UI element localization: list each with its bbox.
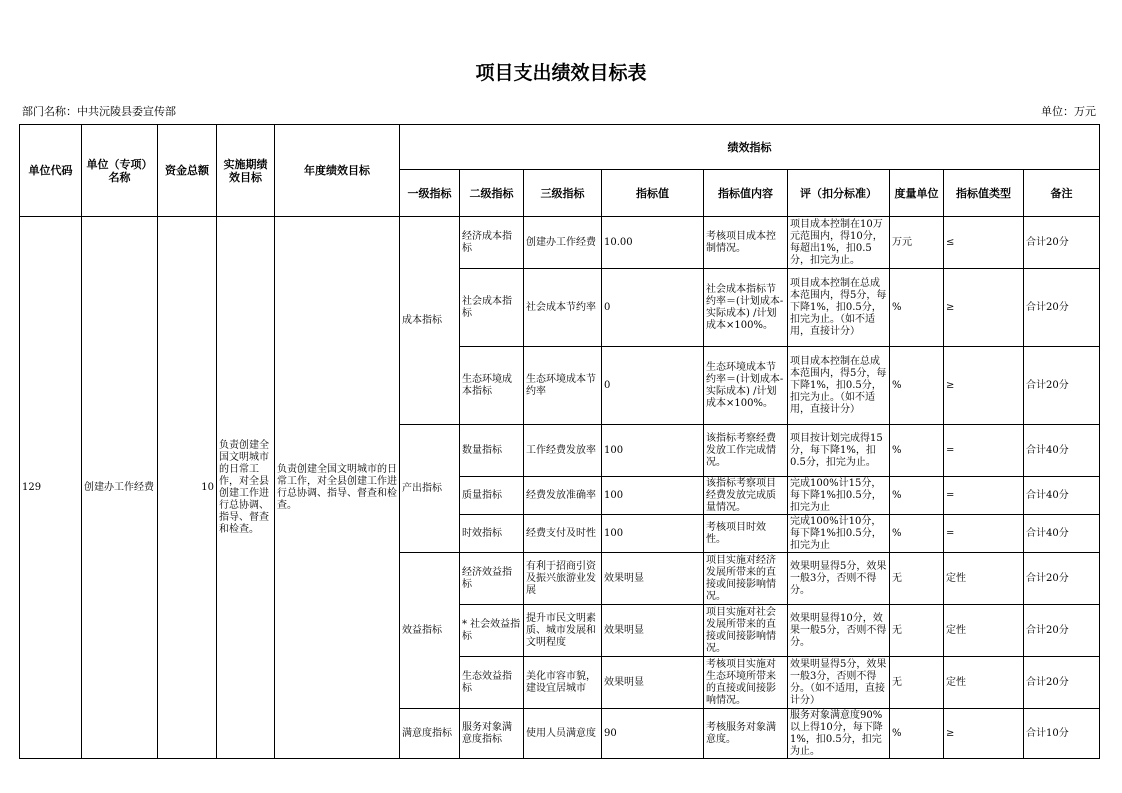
measure-unit-cell: 无: [890, 657, 944, 709]
value-cell: 效果明显: [602, 605, 704, 657]
score-cell: 项目成本控制在总成本范围内，得5分，每下降1%，扣0.5分，扣完为止。（如不适用，直接计分）: [788, 347, 890, 425]
level2-cell: * 社会效益指标: [460, 605, 524, 657]
level3-cell: 社会成本节约率: [524, 269, 602, 347]
level3-cell: 生态环境成本节约率: [524, 347, 602, 425]
content-cell: 社会成本指标节约率＝(计划成本-实际成本) /计划成本×100%。: [704, 269, 788, 347]
value-type-cell: =: [944, 515, 1024, 553]
measure-unit-cell: %: [890, 477, 944, 515]
content-cell: 生态环境成本节约率＝(计划成本-实际成本) /计划成本×100%。: [704, 347, 788, 425]
measure-unit-cell: 万元: [890, 217, 944, 269]
value-cell: 0: [602, 269, 704, 347]
remark-cell: 合计40分: [1024, 477, 1100, 515]
score-cell: 项目成本控制在总成本范围内，得5分，每下降1%，扣0.5分，扣完为止。（如不适用，直接计分）: [788, 269, 890, 347]
content-cell: 考核项目实施对生态环境所带来的直接或间接影响情况。: [704, 657, 788, 709]
header-measure-unit: 度量单位: [890, 170, 944, 217]
level2-cell: 时效指标: [460, 515, 524, 553]
level3-cell: 提升市民文明素质、城市发展和文明程度: [524, 605, 602, 657]
value-cell: 效果明显: [602, 553, 704, 605]
value-cell: 100: [602, 425, 704, 477]
value-type-cell: =: [944, 425, 1024, 477]
level1-cell: 产出指标: [400, 425, 460, 553]
score-cell: 项目成本控制在10万元范围内，得10分，每超出1%，扣0.5分，扣完为止。: [788, 217, 890, 269]
header-value-type: 指标值类型: [944, 170, 1024, 217]
score-cell: 完成100%计15分，每下降1%扣0.5分，扣完为止: [788, 477, 890, 515]
remark-cell: 合计40分: [1024, 425, 1100, 477]
content-cell: 考核服务对象满意度。: [704, 709, 788, 759]
remark-cell: 合计20分: [1024, 217, 1100, 269]
value-type-cell: 定性: [944, 605, 1024, 657]
remark-cell: 合计20分: [1024, 269, 1100, 347]
content-cell: 该指标考察经费发放工作完成情况。: [704, 425, 788, 477]
project-period-goal-cell: 负责创建全国文明城市的日常工作，对全县创建工作进行总协调、指导、督查和检查。: [217, 217, 275, 759]
header-level2: 二级指标: [460, 170, 524, 217]
table-body: [20, 217, 1100, 759]
level1-cell: 效益指标: [400, 553, 460, 709]
remark-cell: 合计20分: [1024, 657, 1100, 709]
score-cell: 完成100%计10分，每下降1%扣0.5分，扣完为止: [788, 515, 890, 553]
level3-cell: 经费发放准确率: [524, 477, 602, 515]
level3-cell: 有利于招商引资及振兴旅游业发展: [524, 553, 602, 605]
performance-table: [19, 124, 1100, 759]
header-annual-goal: 年度绩效目标: [275, 125, 400, 217]
project-annual-goal-cell: 负责创建全国文明城市的日常工作，对全县创建工作进行总协调、指导、督查和检查。: [275, 217, 400, 759]
header-remark: 备注: [1024, 170, 1100, 217]
page-title: 项目支出绩效目标表: [475, 62, 647, 84]
measure-unit-cell: 无: [890, 553, 944, 605]
value-type-cell: 定性: [944, 657, 1024, 709]
remark-cell: 合计20分: [1024, 553, 1100, 605]
header-value: 指标值: [602, 170, 704, 217]
level2-cell: 社会成本指标: [460, 269, 524, 347]
remark-cell: 合计20分: [1024, 347, 1100, 425]
value-cell: 10.00: [602, 217, 704, 269]
value-type-cell: ≥: [944, 347, 1024, 425]
level3-cell: 使用人员满意度: [524, 709, 602, 759]
value-type-cell: =: [944, 477, 1024, 515]
measure-unit-cell: %: [890, 269, 944, 347]
level1-cell: 成本指标: [400, 217, 460, 425]
score-cell: 效果明显得10分，效果一般5分，否则不得分。: [788, 605, 890, 657]
content-cell: 项目实施对社会发展所带来的直接或间接影响情况。: [704, 605, 788, 657]
header-content: 指标值内容: [704, 170, 788, 217]
level2-cell: 服务对象满意度指标: [460, 709, 524, 759]
level3-cell: 创建办工作经费: [524, 217, 602, 269]
project-name-cell: 创建办工作经费: [82, 217, 158, 759]
measure-unit-cell: %: [890, 347, 944, 425]
measure-unit-cell: %: [890, 709, 944, 759]
value-cell: 100: [602, 477, 704, 515]
header-indicators: 绩效指标: [400, 125, 1100, 170]
level2-cell: 生态效益指标: [460, 657, 524, 709]
value-cell: 0: [602, 347, 704, 425]
level3-cell: 工作经费发放率: [524, 425, 602, 477]
header-level3: 三级指标: [524, 170, 602, 217]
content-cell: 项目实施对经济发展所带来的直接或间接影响情况。: [704, 553, 788, 605]
score-cell: 效果明显得5分，效果一般3分，否则不得分。: [788, 553, 890, 605]
level3-cell: 经费支付及时性: [524, 515, 602, 553]
content-cell: 考核项目成本控制情况。: [704, 217, 788, 269]
remark-cell: 合计40分: [1024, 515, 1100, 553]
table-row: [20, 217, 1100, 269]
level2-cell: 质量指标: [460, 477, 524, 515]
level2-cell: 经济成本指标: [460, 217, 524, 269]
measure-unit-cell: %: [890, 515, 944, 553]
project-code-cell: 129: [20, 217, 82, 759]
unit-label: 单位：万元: [1041, 105, 1096, 118]
level2-cell: 经济效益指标: [460, 553, 524, 605]
measure-unit-cell: 无: [890, 605, 944, 657]
value-cell: 100: [602, 515, 704, 553]
value-type-cell: ≤: [944, 217, 1024, 269]
score-cell: 效果明显得5分，效果一般3分，否则不得分。（如不适用，直接计分）: [788, 657, 890, 709]
header-score: 评（扣分标准）: [788, 170, 890, 217]
value-cell: 90: [602, 709, 704, 759]
level1-cell: 满意度指标: [400, 709, 460, 759]
value-type-cell: 定性: [944, 553, 1024, 605]
remark-cell: 合计20分: [1024, 605, 1100, 657]
level2-cell: 生态环境成本指标: [460, 347, 524, 425]
value-type-cell: ≥: [944, 709, 1024, 759]
measure-unit-cell: %: [890, 425, 944, 477]
content-cell: 考核项目时效性。: [704, 515, 788, 553]
header-level1: 一级指标: [400, 170, 460, 217]
value-cell: 效果明显: [602, 657, 704, 709]
remark-cell: 合计10分: [1024, 709, 1100, 759]
project-fund-cell: 10: [158, 217, 217, 759]
header-unit-name: 单位（专项）名称: [82, 125, 158, 217]
score-cell: 项目按计划完成得15分，每下降1%，扣0.5分，扣完为止。: [788, 425, 890, 477]
level2-cell: 数量指标: [460, 425, 524, 477]
header-period-goal: 实施期绩效目标: [217, 125, 275, 217]
content-cell: 该指标考察项目经费发放完成质量情况。: [704, 477, 788, 515]
header-unit-code: 单位代码: [20, 125, 82, 217]
department-label: 部门名称：中共沅陵县委宣传部: [22, 105, 176, 118]
header-fund-total: 资金总额: [158, 125, 217, 217]
score-cell: 服务对象满意度90%以上得10分，每下降1%，扣0.5分，扣完为止。: [788, 709, 890, 759]
value-type-cell: ≥: [944, 269, 1024, 347]
level3-cell: 美化市容市貌，建设宜居城市: [524, 657, 602, 709]
